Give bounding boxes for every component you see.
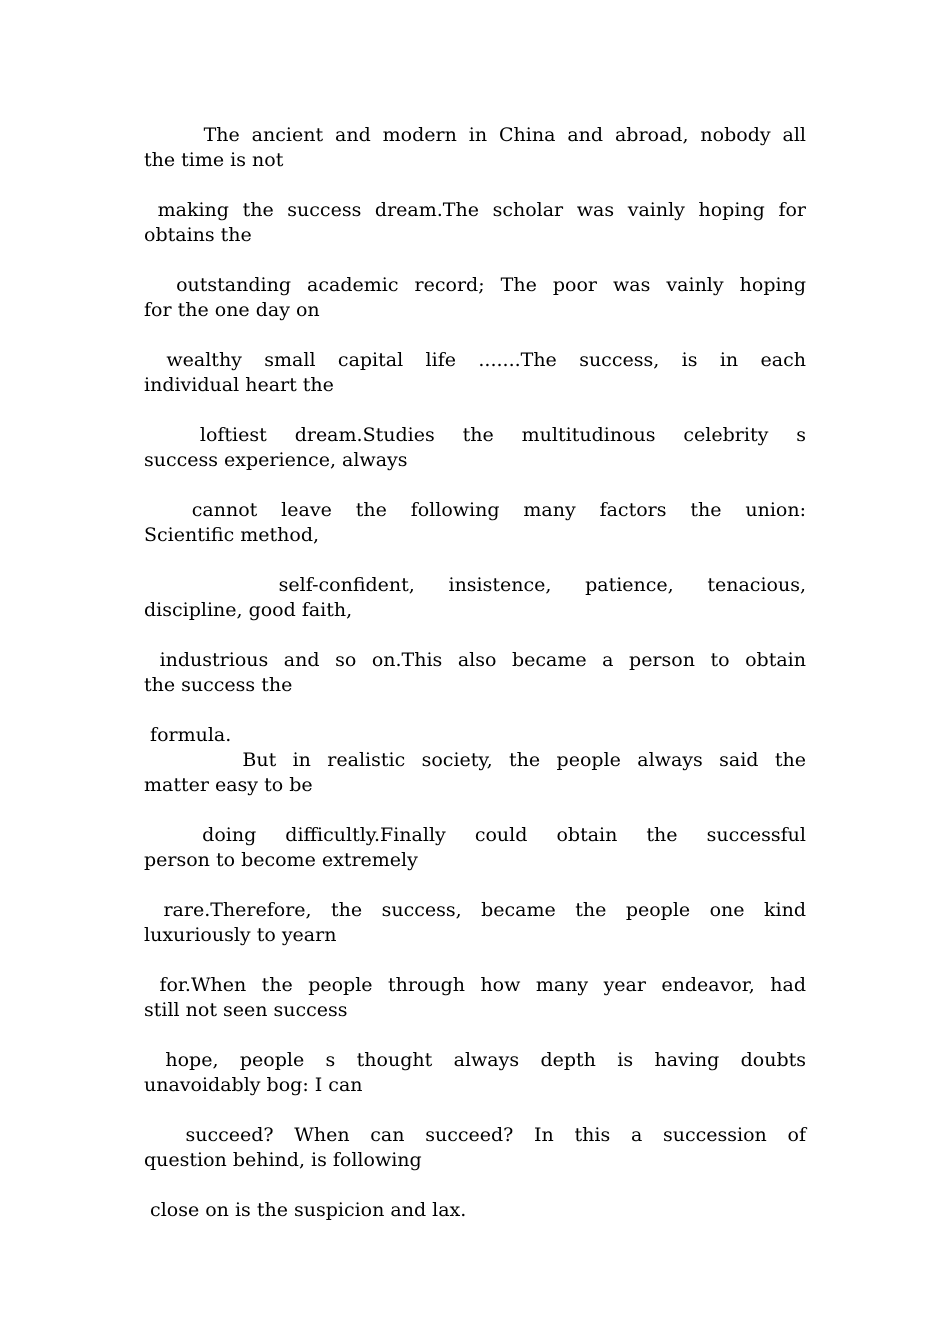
- text-block-15: [144, 1123, 806, 1173]
- text-line: the success the: [144, 674, 293, 696]
- text-line: cannot leave the following many factors the union:: [144, 499, 806, 521]
- text-line: But in realistic society, the people always said the: [144, 749, 806, 771]
- text-line: person to become extremely: [144, 849, 418, 871]
- text-block-6: [144, 498, 806, 548]
- text-line: matter easy to be: [144, 774, 313, 796]
- text-line: individual heart the: [144, 374, 334, 396]
- text-line: wealthy small capital life .......The success, is in each: [144, 349, 806, 371]
- text-line: success experience, always: [144, 449, 408, 471]
- text-line: the time is not: [144, 149, 284, 171]
- text-line: industrious and so on.This also became a person to obtain: [144, 649, 806, 671]
- text-block-16: [144, 1198, 806, 1223]
- text-block-11: [144, 823, 806, 873]
- text-line: unavoidably bog: I can: [144, 1074, 363, 1096]
- text-line: formula.: [144, 724, 232, 746]
- text-block-4: [144, 348, 806, 398]
- text-line: discipline, good faith,: [144, 599, 353, 621]
- document-body: [144, 123, 806, 1248]
- text-line: succeed? When can succeed? In this a succession of: [144, 1124, 806, 1146]
- text-line: hope, people s thought always depth is having doubts: [144, 1049, 806, 1071]
- text-line: loftiest dream.Studies the multitudinous celebrity s: [144, 424, 806, 446]
- text-line: making the success dream.The scholar was vainly hoping for: [144, 199, 806, 221]
- text-block-5: [144, 423, 806, 473]
- text-block-9: [144, 723, 806, 748]
- text-line: rare.Therefore, the success, became the people one kind: [144, 899, 806, 921]
- text-block-1: [144, 123, 806, 173]
- text-block-12: [144, 898, 806, 948]
- text-line: close on is the suspicion and lax.: [144, 1199, 467, 1221]
- text-block-7: [144, 573, 806, 623]
- text-line: The ancient and modern in China and abroad, nobody all: [144, 124, 806, 146]
- text-line: self-confident, insistence, patience, tenacious,: [144, 574, 806, 596]
- text-block-8: [144, 648, 806, 698]
- text-line: question behind, is following: [144, 1149, 422, 1171]
- text-block-13: [144, 973, 806, 1023]
- text-block-10: [144, 748, 806, 798]
- text-line: luxuriously to yearn: [144, 924, 337, 946]
- text-line: Scientific method,: [144, 524, 320, 546]
- text-block-2: [144, 198, 806, 248]
- text-line: for.When the people through how many year endeavor, had: [144, 974, 806, 996]
- text-block-3: [144, 273, 806, 323]
- text-line: for the one day on: [144, 299, 320, 321]
- text-line: still not seen success: [144, 999, 348, 1021]
- text-line: outstanding academic record; The poor was vainly hoping: [144, 274, 806, 296]
- text-block-14: [144, 1048, 806, 1098]
- text-line: obtains the: [144, 224, 252, 246]
- text-line: doing difficultly.Finally could obtain the successful: [144, 824, 806, 846]
